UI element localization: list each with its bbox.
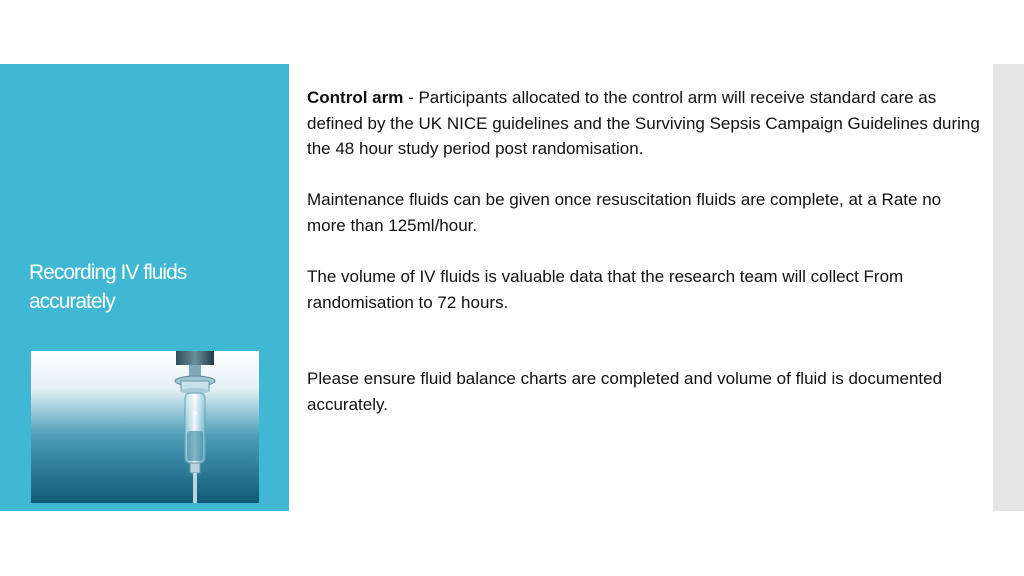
control-arm-text: - Participants allocated to the control arm will receive standard care as defined by the UK NICE guidelines and the Surviving Sepsis Campaign Guidelines during the 48 hour study period post randomisation. <box>307 88 980 158</box>
iv-drip-photo <box>31 351 259 503</box>
control-arm-paragraph <box>307 85 982 162</box>
control-arm-heading: Control arm <box>307 88 404 107</box>
side-strip <box>993 64 1024 511</box>
slide-title: Recording IV fluids accurately <box>29 261 187 313</box>
volume-paragraph: The volume of IV fluids is valuable data that the research team will collect From randomisation to 72 hours. <box>307 267 904 312</box>
ensure-paragraph: Please ensure fluid balance charts are completed and volume of fluid is documented accurately. <box>307 369 943 414</box>
iv-drip-illustration <box>31 351 259 503</box>
maintenance-paragraph: Maintenance fluids can be given once resuscitation fluids are complete, at a Rate no more than 125ml/hour. <box>307 190 942 235</box>
